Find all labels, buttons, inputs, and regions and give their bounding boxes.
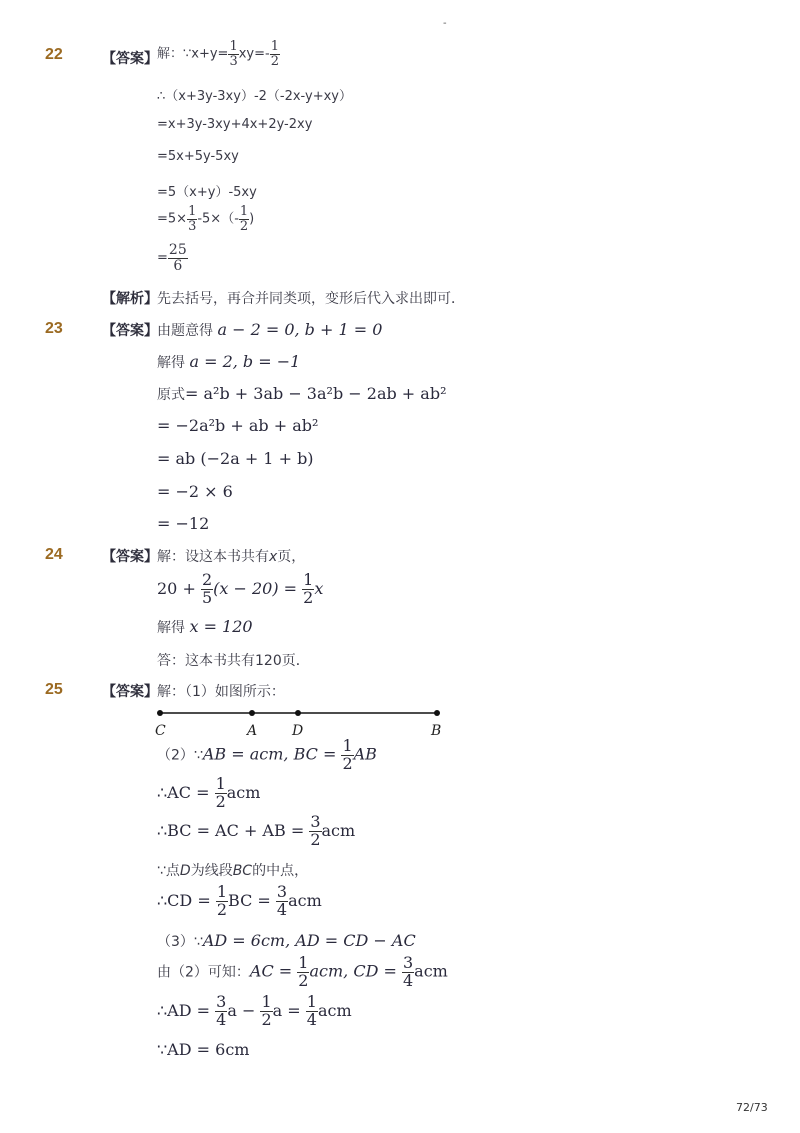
q22-line-3: =x+3y-3xy+4x+2y-2xy	[157, 117, 313, 132]
numerator: 1	[229, 39, 238, 54]
point-c-dot	[157, 710, 163, 716]
fraction	[215, 776, 227, 811]
denominator: 2	[215, 791, 226, 811]
q25-l4-post: acm	[321, 820, 356, 840]
q25-l2-math: AB = acm, BC =	[202, 744, 342, 764]
q25-line-4	[157, 814, 355, 849]
q25-l4-pre: ∴BC = AC + AB =	[157, 820, 310, 840]
fraction	[239, 205, 249, 233]
q25-l9-post: acm	[317, 1000, 352, 1020]
numerator: 3	[310, 812, 321, 831]
point-b-dot	[434, 710, 440, 716]
q22-l6-post: )	[249, 211, 255, 227]
numerator: 3	[402, 953, 414, 972]
numerator: 1	[239, 204, 249, 219]
denominator: 2	[261, 1009, 272, 1029]
fraction	[276, 884, 288, 919]
q22-line-7	[157, 243, 188, 273]
fraction	[341, 738, 353, 773]
numerator: 1	[216, 882, 228, 901]
answer-tag-24: 【答案】	[102, 549, 158, 565]
question-number-24: 24	[45, 546, 63, 563]
q25-l5-b: 为线段	[190, 863, 233, 879]
q24-l2-a: 20 +	[157, 578, 196, 598]
q25-l5-c: 的中点，	[252, 863, 309, 879]
q23-line-2	[157, 352, 300, 372]
q25-line-3	[157, 776, 260, 811]
numerator: 25	[168, 242, 187, 258]
q25-line-7	[157, 931, 416, 951]
q25-line-5	[157, 860, 308, 880]
numerator: 3	[276, 882, 288, 901]
numerator: 1	[342, 736, 353, 755]
q23-l3-text: 原式	[157, 387, 185, 403]
q22-l6-pre: =5×	[157, 211, 188, 227]
denominator: 2	[270, 53, 279, 69]
q24-l3-text: 解得	[157, 620, 185, 636]
q25-line-10: ∵AD = 6cm	[157, 1040, 250, 1059]
q23-l2-text: 解得	[157, 355, 185, 371]
q25-line-6	[157, 884, 322, 919]
denominator: 4	[276, 899, 288, 919]
q23-line-3	[157, 384, 447, 404]
q25-line-8	[157, 955, 448, 990]
numerator: 1	[261, 992, 272, 1011]
header-mark: -	[443, 18, 447, 29]
q23-line-4: = −2a²b + ab + ab²	[157, 416, 319, 435]
q24-l1-var: x	[269, 549, 278, 565]
fraction	[201, 572, 213, 607]
answer-tag-22: 【答案】	[102, 51, 158, 67]
q25-l2-pre: （2）∵	[157, 747, 203, 764]
q24-l2-b: (x − 20) =	[213, 578, 298, 598]
numerator: 2	[201, 570, 213, 589]
q23-line-6: = −2 × 6	[157, 482, 233, 501]
q25-l5-a: ∵点	[157, 863, 180, 879]
fraction	[187, 205, 197, 233]
q22-l1-pre: 解：∵x+y=	[157, 46, 229, 62]
question-number-25: 25	[45, 681, 63, 698]
q23-l3-math: = a²b + 3ab − 3a²b − 2ab + ab²	[185, 384, 447, 403]
q24-line-2	[157, 572, 323, 607]
q25-l8-pre: 由（2）可知：	[157, 964, 250, 981]
denominator: 2	[298, 970, 309, 990]
q22-l7-pre: =	[157, 250, 168, 266]
q23-l1-text: 由题意得	[157, 323, 213, 339]
q25-l8-math: AC =	[249, 961, 298, 981]
q22-line-1	[157, 40, 280, 68]
q22-line-6	[157, 205, 254, 233]
q25-l2-post: AB	[353, 744, 377, 764]
q25-l8-mid: acm, CD =	[309, 961, 402, 981]
denominator: 2	[216, 899, 228, 919]
answer-tag-23: 【答案】	[102, 323, 158, 339]
analysis-tag-22: 【解析】	[102, 291, 158, 307]
fraction	[216, 884, 228, 919]
denominator: 2	[239, 218, 249, 234]
denominator: 5	[201, 587, 213, 607]
q22-line-4: =5x+5y-5xy	[157, 149, 239, 164]
question-number-22: 22	[45, 46, 63, 63]
denominator: 3	[229, 53, 238, 69]
numerator: 1	[270, 39, 279, 54]
numerator: 3	[216, 992, 227, 1011]
q25-l3-post: acm	[226, 782, 261, 802]
q23-l1-math: a − 2 = 0, b + 1 = 0	[217, 320, 383, 339]
denominator: 2	[342, 753, 353, 773]
q25-l6-mid: BC =	[228, 890, 276, 910]
q22-line-5: =5（x+y）-5xy	[157, 185, 257, 200]
q25-l5-v2: BC	[232, 863, 253, 879]
answer-tag-25: 【答案】	[102, 684, 158, 700]
q25-line-9	[157, 994, 352, 1029]
fraction	[297, 955, 309, 990]
q25-line-1: 解：（1）如图所示：	[157, 684, 285, 700]
page-number: 72/73	[736, 1101, 768, 1114]
point-d-label: D	[292, 723, 304, 739]
fraction	[302, 572, 314, 607]
q25-l5-v1: D	[179, 863, 191, 879]
numerator: 1	[188, 204, 197, 219]
q23-line-1	[157, 320, 382, 340]
q23-line-7: = −12	[157, 514, 210, 533]
fraction	[215, 994, 227, 1029]
numerator: 1	[298, 953, 309, 972]
fraction	[260, 994, 272, 1029]
denominator: 2	[303, 587, 314, 607]
q25-l9-mid2: a =	[272, 1000, 306, 1020]
q25-l7-pre: （3）∵	[157, 934, 203, 950]
q25-l9-mid: a −	[227, 1000, 261, 1020]
fraction	[309, 814, 321, 849]
point-a-dot	[249, 710, 255, 716]
q25-l7-math: AD = 6cm, AD = CD − AC	[202, 931, 416, 950]
q22-l1-mid: xy=-	[238, 46, 270, 62]
point-b-label: B	[431, 723, 442, 739]
q24-l1-post: 页，	[277, 549, 306, 565]
q22-line-2: ∴（x+3y-3xy）-2（-2x-y+xy）	[157, 89, 352, 104]
point-c-label: C	[155, 723, 166, 739]
segment-figure	[150, 704, 450, 740]
denominator: 6	[173, 257, 183, 274]
q24-l3-math: x = 120	[189, 617, 253, 636]
point-d-dot	[295, 710, 301, 716]
q25-l6-post: acm	[288, 890, 322, 910]
point-a-label: A	[247, 723, 258, 739]
denominator: 4	[306, 1009, 317, 1029]
q24-line-3	[157, 617, 253, 637]
fraction	[402, 955, 414, 990]
q24-l1-pre: 解：设这本书共有	[157, 549, 269, 565]
fraction	[270, 40, 280, 68]
fraction	[306, 994, 318, 1029]
q22-l6-mid: -5×（-	[197, 211, 239, 227]
denominator: 2	[310, 829, 321, 849]
q24-l2-c: x	[314, 578, 324, 598]
q25-l8-post: acm	[414, 961, 448, 981]
q23-line-5: = ab (−2a + 1 + b)	[157, 449, 314, 468]
q25-line-2	[157, 738, 377, 773]
q23-l2-math: a = 2, b = −1	[189, 352, 301, 371]
q25-l3-pre: ∴AC =	[157, 782, 215, 802]
fraction	[168, 243, 188, 273]
q25-l9-pre: ∴AD =	[157, 1000, 216, 1020]
denominator: 4	[402, 970, 414, 990]
fraction	[228, 40, 238, 68]
numerator: 1	[306, 992, 317, 1011]
q24-line-4: 答：这本书共有120页．	[157, 653, 310, 669]
q22-analysis-text: 先去括号，再合并同类项，变形后代入求出即可．	[157, 291, 465, 307]
numerator: 1	[303, 570, 314, 589]
denominator: 3	[188, 218, 197, 234]
q24-line-1	[157, 546, 305, 566]
q25-l6-pre: ∴CD =	[157, 890, 216, 910]
numerator: 1	[215, 774, 226, 793]
question-number-23: 23	[45, 320, 63, 337]
denominator: 4	[216, 1009, 227, 1029]
